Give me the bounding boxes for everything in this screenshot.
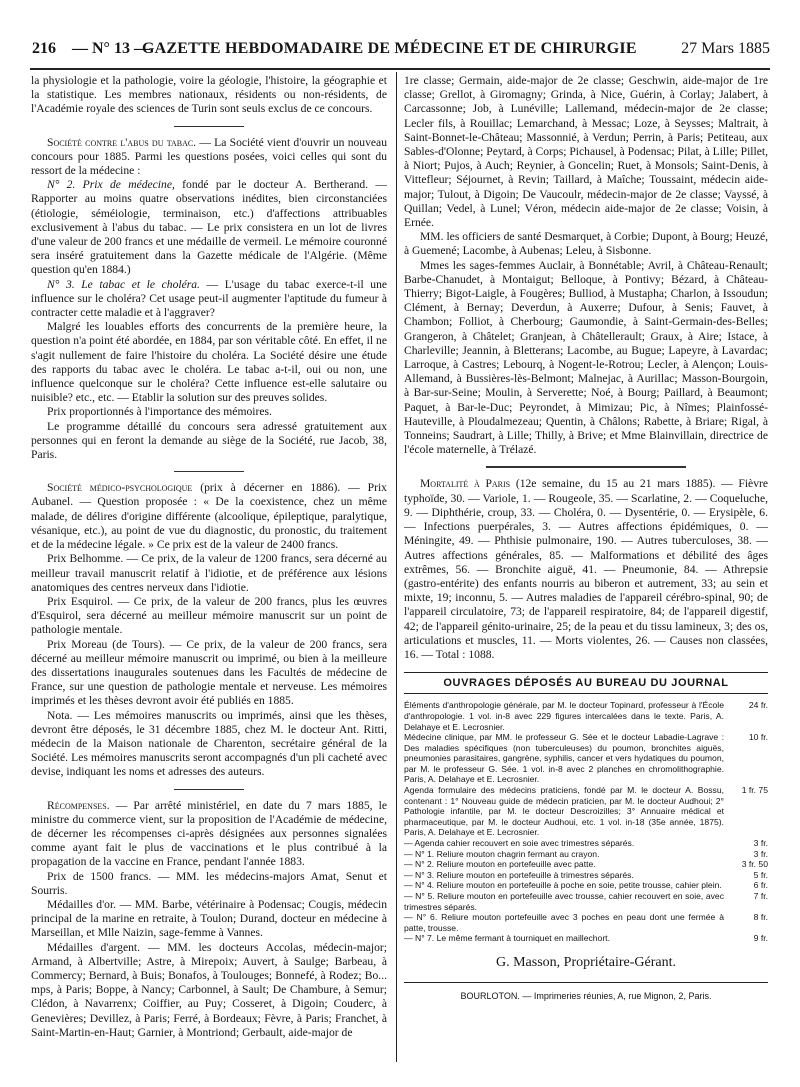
paragraph-text: — L'usage du tabac exerce-t-il une influence sur le choléra? Cet usage peut-il augmenter l'aptitude du fumeur à contracter cette maladie et à l'aggraver? xyxy=(31,277,387,320)
book-price: 10 fr. xyxy=(748,732,768,743)
left-column xyxy=(31,74,387,1074)
section-heading: Mortalité à Paris xyxy=(420,477,511,491)
paragraph: Malgré les louables efforts des concurrents de la première heure, la question n'a point été abordée, en 1884, par son véritable côté. En effet, il ne s'agit nullement de faire l'histoire du choléra. La Société désire une étude des rapports du tabac avec le choléra. Le tabac a-t-il, oui ou non, une influence quelconque sur le choléra? Cette influence est-elle salutaire ou nuisible? etc., etc. — Etablir la solution sur des preuves solides. xyxy=(31,320,387,405)
issue-number: — N° 13 — xyxy=(72,40,150,57)
mortalite-section xyxy=(404,477,768,662)
paragraph: la physiologie et la pathologie, voire la géologie, l'histoire, la géographie et la statistique. Les membres nationaux, résidents ou non-résidents, de l'Académie royale des sciences de Turin sont seuls exclus de ce concours. xyxy=(31,74,387,116)
paragraph: Mmes les sages-femmes Auclair, à Bonnétable; Avril, à Château-Renault; Barbe-Chanudet, à Montaigut; Belloque, à Pontivy; Bézard, à Château-Thierry; Bigot-Laigle, à Fougères; Bulliod, à Mustapha; Charlon, à Issoudun; Clément, à Bernay; Deverdun, à Auxerre; Dufour, à Senis; Fauvet, à Chambon; Folliot, à Cherbourg; Gaumondie, à Saint-Germain-des-Belles; Grangeron, à Châtelet; Granjean, à Châtellerault; Graux, à Aire; Istace, à Charleville; Jeannin, à Bletterans; Lacombe, au Bugue; Lapeyre, à Lavardac; Larroque, à Castres; Lebourq, à Nogent-le-Rotrou; Lecler, à Alençon; Louis-Allemand, à Bussières-lès-Belmont; Malnejac, à Aurillac; Masson-Bourgoin, à Bar-sur-Seine; Moulin, à Serverette; Noé, à Bourg; Paillard, à Beaumont; Paquet, à Bar-le-Duc; Peyrondet, à Mimizau; Pic, à Nîmes; Plainfossé-Hauteville, à Ploudalmezeau; Quentin, à Châlons; Rabette, à Briare; Rigal, à Tonneins; Saudrart, à Lille; Thilly, à Brive; et Mme Blainvillain, directrice de l'école maternelle, à Trélazé. xyxy=(404,258,768,457)
book-entry xyxy=(404,838,768,849)
book-price: 3 fr. 50 xyxy=(741,859,768,870)
journal-title: GAZETTE HEBDOMADAIRE DE MÉDECINE ET DE CHIRURGIE xyxy=(142,40,637,57)
book-price: 7 fr. xyxy=(753,891,768,902)
book-description: — N° 3. Reliure mouton en portefeuille à trimestres séparés. xyxy=(404,869,634,880)
book-description: Médecine clinique, par MM. le professeur G. Sée et le docteur Labadie-Lagrave : Des maladies spécifiques (non tuberculeuses) du poumon, bronchites aiguës, pneumonies parasitaires, gangrène, syphilis, cancer et vers hydatiques du poumon, par M. le professeur G. Sée. 1 vol. in-8 avec 2 planches en chromolithographie. Paris, A. Delahaye et E. Lecrosnier. xyxy=(404,732,724,785)
book-description: — N° 6. Reliure mouton portefeuille avec 3 poches en peau dont une fermée à patte, trousse. xyxy=(404,912,724,933)
book-description: — N° 7. Le même fermant à tourniquet en maillechort. xyxy=(404,933,610,944)
paragraph-text: — Par arrêté ministériel, en date du 7 mars 1885, le ministre du commerce vient, sur la proposition de l'Académie de médecine, de décerner les récompenses ci-après désignées aux personnes signalées comme ayant fait le plus de vaccinations et le plus contribué à la propagation de la vaccine en France, pendant l'année 1883. xyxy=(31,798,387,869)
book-entry xyxy=(404,880,768,891)
section-heading: Récompenses. xyxy=(47,798,110,812)
signature: G. Masson, Propriétaire-Gérant. xyxy=(495,954,676,970)
book-description: Éléments d'anthropologie générale, par M. le docteur Topinard, professeur à l'École d'anthropologie. 1 vol. in-8 avec 229 figures intercalées dans le texte. Paris, A. Delahaye et E. Lecrosnier. xyxy=(404,700,724,732)
book-price: 9 fr. xyxy=(753,933,768,944)
paragraph: Prix proportionnés à l'importance des mémoires. xyxy=(47,405,272,419)
book-description: — Agenda cahier recouvert en soie avec trimestres séparés. xyxy=(404,838,635,849)
paragraph-text: fondé par le docteur A. Bertherand. — Rapporter au moins quatre observations inédites, bien circonstanciées (étiologie, séméiologie, terminaison, etc.) d'affections attribuables exclusivement à l'abus du tabac. — Le prix consistera en un lot de livres d'une valeur de 200 francs et une médaille de vermeil. Le mémoire couronné sera inséré gratuitement dans la Gazette médicale de l'Algérie. (Même question qu'en 1884.) xyxy=(31,178,387,277)
right-column xyxy=(404,74,768,1074)
printer-line: BOURLOTON. — Imprimeries réunies, A, rue Mignon, 2, Paris. xyxy=(404,982,768,1003)
book-description: Agenda formulaire des médecins praticiens, fondé par M. le docteur A. Bossu, contenant : 1° Nouveau guide de médecin praticien, par M. le docteur Audhoui; 2° Pathologie infantile, par M. le docteur Descroizilles; 3° Annuaire médical et pharmaceutique, par M. le docteur Audhoui, etc. 1 vol. in-18 (35e année, 1875). Paris, A. Delahaye et E. Lecrosnier. xyxy=(404,785,724,838)
header-rule xyxy=(30,68,770,70)
paragraph xyxy=(31,178,387,277)
paragraph-text: (12e semaine, du 15 au 21 mars 1885). — Fièvre typhoïde, 30. — Variole, 1. — Rougeole, 35. — Scarlatine, 2. — Coqueluche, 9. — Diphthérie, croup, 33. — Choléra, 0. — Dysentérie, 0. — Erysipèle, 6. — Infections puerpérales, 3. — Autres affections épidémiques, 0. — Méningite, 49. — Phthisie pulmonaire, 190. — Autres tuberculoses, 38. — Autres affections générales, 85. — Malformations et débilité des âges extrêmes, 56. — Bronchite aiguë, 41. — Pneumonie, 84. — Athrepsie (gastro-entérite) des enfants nourris au biberon et autrement, 33; au sein et mixte, 19; inconnu, 5. — Autres maladies de l'appareil cérébro-spinal, 90; de l'appareil circulatoire, 73; de l'appareil respiratoire, 84; de l'appareil digestif, 42; de l'appareil génito-urinaire, 25; de la peau et du tissu lamineux, 3; des os, articulations et muscles, 11. — Morts violentes, 26. — Causes non classées, 16. — Total : 1088. xyxy=(404,477,768,661)
paragraph-text: (prix à décerner en 1886). — Prix Aubanel. — Question proposée : « De la coexistence, chez un même malade, de délires d'origine différente (alcoolique, épileptique, paralytique, vésanique, etc.), au point de vue du diagnostic, du pronostic, du traitement et de la médecine légale. » Ce prix est de la valeur de 2400 francs. xyxy=(31,481,387,552)
tabac-section xyxy=(31,136,387,179)
paragraph: Prix Esquirol. — Ce prix, de la valeur de 200 francs, plus les œuvres d'Esquirol, sera décerné au meilleur mémoire manuscrit sur un point de pathologie mentale. xyxy=(31,594,387,637)
paragraph xyxy=(31,278,387,321)
book-description: — N° 2. Reliure mouton en portefeuille avec patte. xyxy=(404,859,596,870)
divider xyxy=(174,789,244,790)
book-price: 8 fr. xyxy=(753,912,768,923)
book-description: — N° 4. Reliure mouton en portefeuille à poche en soie, petite trousse, cahier plein. xyxy=(404,880,722,891)
column-separator xyxy=(396,72,397,1062)
page-number: 216 xyxy=(32,40,56,57)
book-entry xyxy=(404,785,768,838)
paragraph: Médailles d'or. — MM. Barbe, vétérinaire à Podensac; Cougis, médecin principal de la marine en retraite, à Toulon; Durand, docteur en médecine à Marseillan, et Mlle Naizin, sage-femme à Vannes. xyxy=(31,897,387,940)
book-entry xyxy=(404,933,768,944)
book-price: 3 fr. xyxy=(753,848,768,859)
divider xyxy=(174,471,244,472)
prize-heading: N° 2. Prix de médecine, xyxy=(47,178,175,192)
psy-section xyxy=(31,481,387,552)
paragraph-text: — La Société vient d'ouvrir un nouveau concours pour 1885. Parmi les questions posées, voici celles qui sont du ressort de la médecine : xyxy=(31,135,387,178)
paragraph: MM. les officiers de santé Desmarquet, à Corbie; Dupont, à Bourg; Heuzé, à Guemené; Lacombe, à Aubenas; Leleu, à Sisbonne. xyxy=(404,230,768,258)
book-price: 1 fr. 75 xyxy=(741,785,768,796)
books-list xyxy=(404,700,768,944)
book-entry xyxy=(404,849,768,860)
book-entry xyxy=(404,859,768,870)
section-heading: Société contre l'abus du tabac. xyxy=(47,135,197,149)
section-heading: Société médico-psychologique xyxy=(47,481,193,495)
divider xyxy=(174,126,244,127)
book-description: — N° 1. Reliure mouton chagrin fermant au crayon. xyxy=(404,848,600,859)
issue-date: 27 Mars 1885 xyxy=(681,40,770,57)
book-entry xyxy=(404,870,768,881)
book-price: 24 fr. xyxy=(748,700,768,711)
books-section-title: OUVRAGES DÉPOSÉS AU BUREAU DU JOURNAL xyxy=(404,672,768,694)
recompenses-section xyxy=(31,799,387,870)
book-description: — N° 5. Reliure mouton en portefeuille avec trousse, cahier recouvert en soie, avec trimestres séparés. xyxy=(404,891,724,912)
book-entry xyxy=(404,891,768,912)
paragraph: Prix de 1500 francs. — MM. les médecins-majors Amat, Senut et Sourris. xyxy=(31,869,387,897)
paragraph: Prix Moreau (de Tours). — Ce prix, de la valeur de 200 francs, sera décerné au meilleur mémoire manuscrit ou imprimé, ou bien à la meilleure des dissertations inaugurales soutenues dans les Facultés de médecine de France, sur une question de pathologie mentale et nerveuse. Les mémoires imprimés et les thèses devront avoir été publiés en 1885. xyxy=(31,637,387,708)
book-price: 6 fr. xyxy=(753,880,768,891)
divider xyxy=(486,466,686,468)
book-entry xyxy=(404,732,768,785)
book-entry xyxy=(404,700,768,732)
paragraph: Nota. — Les mémoires manuscrits ou imprimés, ainsi que les thèses, devront être déposés, le 31 décembre 1885, chez M. le docteur Ant. Ritti, médecin de la Maison nationale de Charenton, secrétaire général de la Société. Les mémoires manuscrits seront accompagnés d'un pli cacheté avec devise, indiquant les noms et adresses des auteurs. xyxy=(31,708,387,779)
prize-heading: N° 3. Le tabac et le choléra. xyxy=(47,277,200,291)
paragraph: Le programme détaillé du concours sera adressé gratuitement aux personnes qui en feront la demande au siège de la Société, rue Jacob, 38, Paris. xyxy=(31,419,387,462)
paragraph: 1re classe; Germain, aide-major de 2e classe; Geschwin, aide-major de 1re classe; Grellot, à Giromagny; Grinda, à Nice, Guérin, à Corlay; Jalabert, à Carcassonne; Job, à Lunéville; Lallemand, médecin-major de 2e classe; Lecler fils, à Rouillac; Lemarchand, à Messac; Loze, à Seysses; Maltrait, à Saint-Bonnet-le-Château; Massonnié, à Verdun; Perrin, à Paris; Petiteau, aux Sables-d'Olonne; Peytard, à Corps; Pichausel, à Podensac; Pilat, à Lille; Pillet, à Niort; Pujos, à Auch; Reynier, à Goncelin; Ruet, à Monsols; Saint-Denis, à Vittefleur; Séjournet, à Revin; Taillard, à Maîche; Toussaint, médecin aide-major; Tulout, à Digoin; De Vaucoulr, médecin-major de 2e classe; Vayssé, à Quillan; Vedel, à Lunel; Véron, médecin aide-major de 2e classe; Voisin, à Ernée. xyxy=(404,74,768,230)
book-price: 5 fr. xyxy=(753,869,768,880)
book-entry xyxy=(404,912,768,933)
book-price: 3 fr. xyxy=(753,838,768,849)
paragraph: Médailles d'argent. — MM. les docteurs Accolas, médecin-major; Armand, à Albertville; Astre, à Mirepoix; Auvert, à Saulge; Barbeau, à Commercy; Bernard, à Buis; Bonafos, à Toulouges; Bonnefé, à Rodez; Bo... mps, à Paris; Boppe, à Nancy; Carbonnel, à Sault; De Chambure, à Semur; Clédon, à Navarrenx; Coiffier, au Puy; Cosseret, à Digoin; Couderc, à Genevières; Devillez, à Paris; Ferré, à Bordeaux; Fèvre, à Paris; Franchet, à Saint-Martin-en-Haut; Garnier, à Montriond; Gerbault, aide-major de xyxy=(31,940,387,1039)
paragraph: Prix Belhomme. — Ce prix, de la valeur de 1200 francs, sera décerné au meilleur travail manuscrit relatif à l'idiotie, et de préférence aux lésions anatomiques des centres nerveux dans l'idiotie. xyxy=(31,552,387,594)
page-header xyxy=(32,40,770,68)
